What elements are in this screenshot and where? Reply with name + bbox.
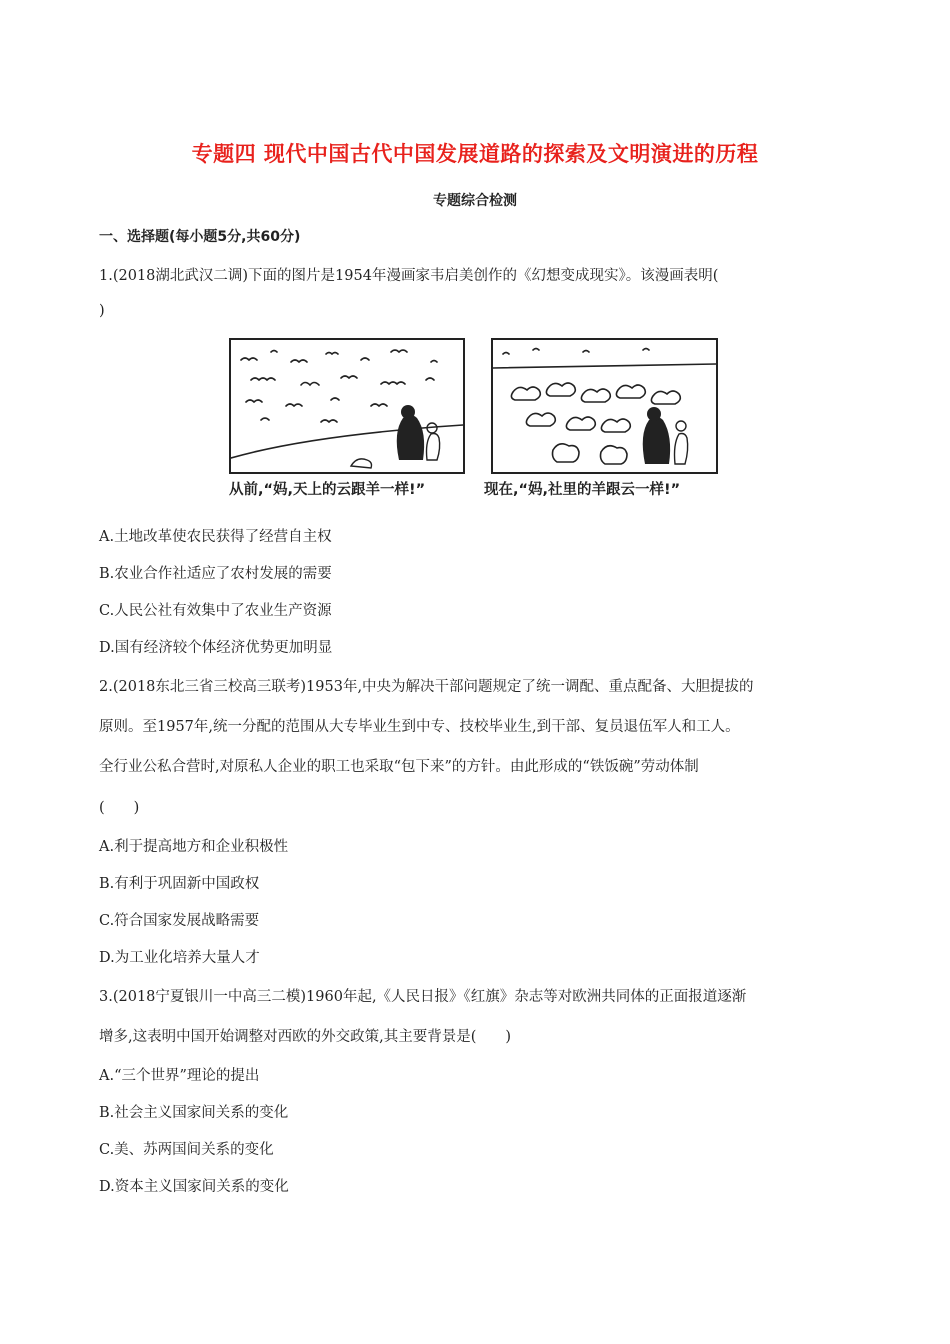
question-2-option-d: D.为工业化培养大量人才 <box>99 950 260 966</box>
question-1-line-1: 1.(2018湖北武汉二调)下面的图片是1954年漫画家韦启美创作的《幻想变成现实》。该漫画表明( <box>99 268 719 284</box>
page-title: 专题四 现代中国古代中国发展道路的探索及文明演进的历程 <box>191 142 759 166</box>
question-1-option-c: C.人民公社有效集中了农业生产资源 <box>99 603 332 619</box>
question-2-option-a: A.利于提高地方和企业积极性 <box>99 839 289 855</box>
question-1-option-d: D.国有经济较个体经济优势更加明显 <box>99 640 333 656</box>
cartoon-panel-before <box>229 338 465 474</box>
question-2-line-3: 全行业公私合营时,对原私人企业的职工也采取“包下来”的方针。由此形成的“铁饭碗”劳动体制 <box>99 759 699 775</box>
question-1-option-a: A.土地改革使农民获得了经营自主权 <box>99 529 332 545</box>
question-2-option-b: B.有利于巩固新中国政权 <box>99 876 260 892</box>
question-3-option-d: D.资本主义国家间关系的变化 <box>99 1179 289 1195</box>
question-3-option-c: C.美、苏两国间关系的变化 <box>99 1142 274 1158</box>
question-2-line-2: 原则。至1957年,统一分配的范围从大专毕业生到中专、技校毕业生,到干部、复员退伍军人和工人。 <box>99 719 740 735</box>
question-3-line-1: 3.(2018宁夏银川一中高三二模)1960年起,《人民日报》《红旗》杂志等对欧洲共同体的正面报道逐渐 <box>99 989 747 1005</box>
subtitle: 专题综合检测 <box>433 193 517 209</box>
question-2-option-c: C.符合国家发展战略需要 <box>99 913 260 929</box>
cartoon-caption-left: 从前,“妈,天上的云跟羊一样!” <box>229 482 426 498</box>
section-heading: 一、选择题(每小题5分,共60分) <box>99 229 301 245</box>
question-1-option-b: B.农业合作社适应了农村发展的需要 <box>99 566 332 582</box>
question-3-option-b: B.社会主义国家间关系的变化 <box>99 1105 289 1121</box>
question-3-option-a: A.“三个世界”理论的提出 <box>99 1068 260 1084</box>
question-1-line-2: ) <box>99 303 105 319</box>
question-2-line-4: ( ) <box>99 800 140 816</box>
question-2-line-1: 2.(2018东北三省三校高三联考)1953年,中央为解决干部问题规定了统一调配、重点配备、大胆提拔的 <box>99 679 754 695</box>
question-3-line-2: 增多,这表明中国开始调整对西欧的外交政策,其主要背景是( ) <box>99 1029 512 1045</box>
cartoon-panel-now <box>491 338 718 474</box>
cartoon-caption-right: 现在,“妈,社里的羊跟云一样!” <box>484 482 681 498</box>
